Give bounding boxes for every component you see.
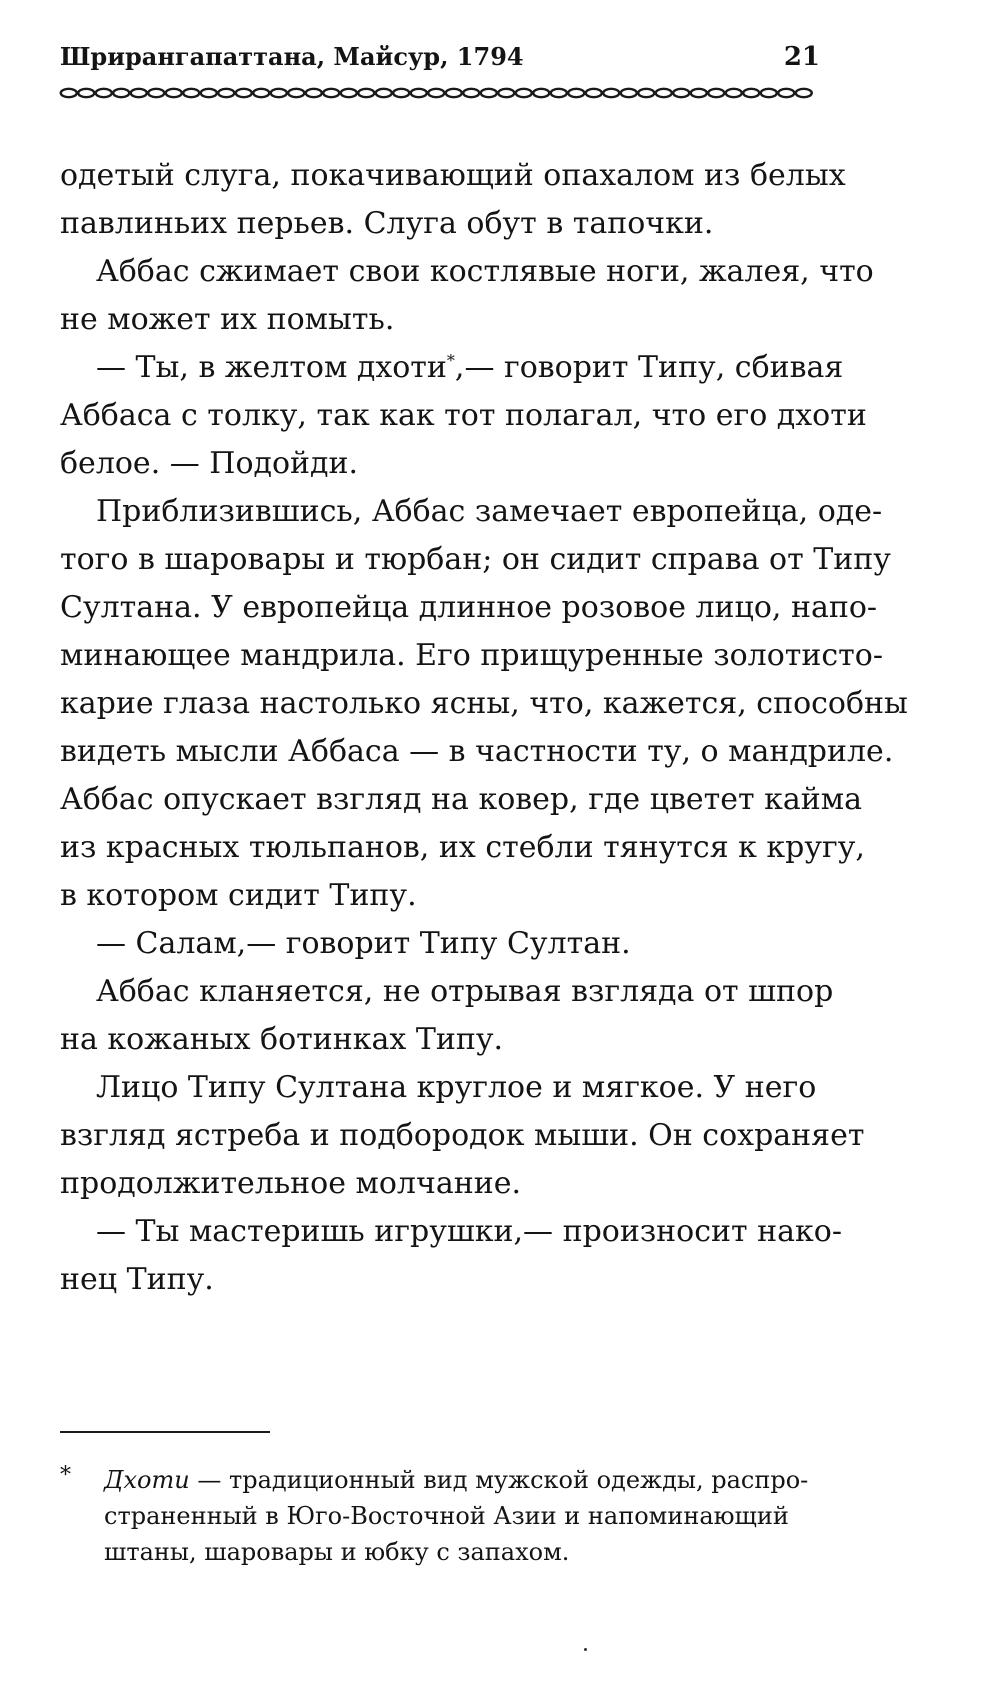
text-line: одетый слуга, покачивающий опахалом из белых bbox=[60, 158, 846, 193]
chain-link bbox=[498, 89, 514, 97]
paragraph-1 bbox=[60, 152, 846, 248]
chain-link bbox=[586, 89, 602, 97]
chain-link bbox=[463, 89, 479, 97]
footnote-separator bbox=[60, 1431, 270, 1433]
chain-link bbox=[96, 89, 112, 97]
text-line: Аббас кланяется, не отрывая взгляда от шпор bbox=[96, 974, 834, 1009]
chain-link bbox=[236, 89, 252, 97]
footnote-line: штаны, шаровары и юбку с запахом. bbox=[104, 1538, 570, 1566]
chain-ornament-divider bbox=[60, 86, 820, 100]
paragraph-2 bbox=[60, 248, 874, 344]
text-line: продолжительное молчание. bbox=[60, 1166, 521, 1201]
paragraph-7 bbox=[60, 1064, 865, 1208]
text-line: Аббаса с толку, так как тот полагал, что его дхоти bbox=[60, 398, 867, 433]
chain-link bbox=[726, 89, 742, 97]
text-line: из красных тюльпанов, их стебли тянутся к кругу, bbox=[60, 830, 865, 865]
chain-link bbox=[358, 89, 374, 97]
chain-link bbox=[603, 89, 619, 97]
text-line: того в шаровары и тюрбан; он сидит справа от Типу bbox=[60, 542, 891, 577]
print-speck bbox=[584, 1648, 587, 1651]
paragraph-4 bbox=[60, 488, 908, 920]
text-line: Аббас опускает взгляд на ковер, где цветет кайма bbox=[60, 782, 862, 817]
chain-link bbox=[148, 89, 164, 97]
chain-link bbox=[761, 89, 777, 97]
chain-link bbox=[288, 89, 304, 97]
text-line: видеть мысли Аббаса — в частности ту, о мандриле. bbox=[60, 734, 894, 769]
text-line: минающее мандрила. Его прищуренные золотисто- bbox=[60, 638, 883, 673]
chain-link bbox=[446, 89, 462, 97]
text-line: — Салам,— говорит Типу Султан. bbox=[96, 926, 631, 961]
chain-link bbox=[673, 89, 689, 97]
text-line: в котором сидит Типу. bbox=[60, 878, 417, 913]
footnote-mark: * bbox=[60, 1463, 71, 1488]
chain-link bbox=[481, 89, 497, 97]
footnote-term: Дхоти bbox=[104, 1466, 190, 1494]
text-line: Лицо Типу Султана круглое и мягкое. У него bbox=[96, 1070, 817, 1105]
chain-link bbox=[393, 89, 409, 97]
chain-link bbox=[61, 89, 77, 97]
text-line: — Ты мастеришь игрушки,— произносит нако- bbox=[96, 1214, 843, 1249]
chain-link bbox=[708, 89, 724, 97]
text-line: взгляд ястреба и подбородок мыши. Он сохраняет bbox=[60, 1118, 865, 1153]
text-line: Приблизившись, Аббас замечает европейца, оде- bbox=[96, 494, 883, 529]
chain-link bbox=[656, 89, 672, 97]
paragraph-5 bbox=[60, 920, 820, 968]
chain-link bbox=[323, 89, 339, 97]
chain-link bbox=[341, 89, 357, 97]
chain-link bbox=[271, 89, 287, 97]
chain-link bbox=[551, 89, 567, 97]
paragraph-8 bbox=[60, 1208, 843, 1304]
running-header bbox=[60, 42, 820, 78]
chain-link bbox=[183, 89, 199, 97]
footnote-line: страненный в Юго-Восточной Азии и напоминающий bbox=[104, 1502, 789, 1530]
text-line: карие глаза настолько ясны, что, кажется, способны bbox=[60, 686, 908, 721]
chain-link bbox=[568, 89, 584, 97]
text-fragment: ,— говорит Типу, сбивая bbox=[454, 350, 844, 385]
text-line: Султана. У европейца длинное розовое лицо, напо- bbox=[60, 590, 878, 625]
chain-link bbox=[691, 89, 707, 97]
text-line: на кожаных ботинках Типу. bbox=[60, 1022, 504, 1057]
chain-link bbox=[253, 89, 269, 97]
chain-link bbox=[796, 89, 812, 97]
text-line: павлиньих перьев. Слуга обут в тапочки. bbox=[60, 206, 714, 241]
chain-link bbox=[778, 89, 794, 97]
chain-link bbox=[621, 89, 637, 97]
chain-link bbox=[218, 89, 234, 97]
footnote-reference: * bbox=[446, 351, 455, 370]
chain-link bbox=[113, 89, 129, 97]
text-line: не может их помыть. bbox=[60, 302, 395, 337]
footnote-line bbox=[60, 1462, 840, 1498]
chain-link bbox=[131, 89, 147, 97]
text-line: Аббас сжимает свои костлявые ноги, жалея, что bbox=[96, 254, 874, 289]
body-text bbox=[60, 152, 908, 1304]
chain-link bbox=[411, 89, 427, 97]
chain-link bbox=[638, 89, 654, 97]
text-line: нец Типу. bbox=[60, 1262, 214, 1297]
chain-link bbox=[166, 89, 182, 97]
chain-link bbox=[533, 89, 549, 97]
paragraph-6 bbox=[60, 968, 834, 1064]
text-fragment: — Ты, в желтом дхоти bbox=[96, 350, 447, 385]
chain-link bbox=[78, 89, 94, 97]
chain-link bbox=[306, 89, 322, 97]
footnote bbox=[60, 1462, 840, 1570]
chain-link bbox=[428, 89, 444, 97]
page-number: 21 bbox=[783, 42, 820, 72]
chain-link bbox=[743, 89, 759, 97]
paragraph-3 bbox=[60, 344, 867, 488]
footnote-text: — традиционный вид мужской одежды, распро- bbox=[189, 1466, 809, 1494]
text-line: белое. — Подойди. bbox=[60, 446, 359, 481]
text-line-with-footnote bbox=[60, 344, 844, 392]
chain-link bbox=[201, 89, 217, 97]
chain-link bbox=[376, 89, 392, 97]
chain-link bbox=[516, 89, 532, 97]
running-title: Шрирангапаттана, Майсур, 1794 bbox=[60, 42, 524, 71]
